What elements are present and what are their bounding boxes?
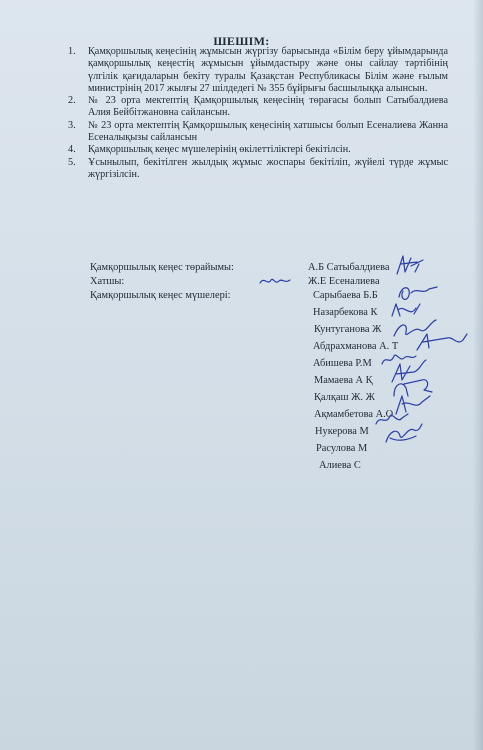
member-name: Нукерова М — [315, 426, 369, 437]
secretary-label: Хатшы: — [90, 276, 125, 287]
decision-text: Ұсынылып, бекітілген жылдық жұмыс жоспары бекітіліп, жүйелі түрде жұмыс жүргізілсін. — [88, 156, 448, 180]
decision-text: № 23 орта мектептің Қамқоршылық кеңесінің төрағасы болып Сатыбалдиева Алия Бейбітжановна сайлансын. — [88, 95, 448, 119]
chair-label: Қамқоршылық кеңес төрайымы: — [90, 262, 234, 273]
decision-number: 5. — [68, 156, 76, 168]
decision-text: Қамқоршылық кеңес мүшелерінің өкілеттіліктері бекітілсін. — [88, 144, 351, 156]
decision-text: № 23 орта мектептің Қамқоршылық кеңесінің хатшысы болып Есеналиева Жанна Есеналықызы сайлансын — [88, 119, 448, 144]
member-name: Кунтуганова Ж — [314, 324, 382, 335]
member-name: Расулова М — [316, 443, 368, 454]
member-name: Мамаева А Қ — [314, 375, 373, 386]
member-name: Сарыбаева Б.Б — [313, 290, 378, 301]
member-name: Алиева С — [319, 460, 361, 471]
document-title: ШЕШІМ: — [213, 34, 270, 48]
signature-secretary — [258, 274, 292, 288]
member-name: Абдрахманова А. Т — [313, 341, 399, 352]
members-label: Қамқоршылық кеңес мүшелері: — [90, 290, 231, 301]
signature-chair — [393, 250, 429, 284]
decision-number: 4. — [68, 144, 76, 156]
signature-member — [413, 328, 469, 356]
decision-text: Қамқоршылық кеңесінің жұмысын жүргізу барысында «Білім беру ұйымдарында қамқоршылық кеңестің жұмысын ұйымдастыру және оны сайлау тәртібінің үлгілік қағидаларын бекіту туралы Қазақстан Республикасы Білім және ғылым министрінің 2017 жылғы 27 шілдедегі № 355 бұйрығы басшылыққа алынсын. — [88, 46, 448, 94]
decision-number: 2. — [68, 95, 76, 107]
decision-number: 1. — [68, 46, 76, 57]
member-name: Назарбекова К — [313, 307, 378, 318]
chair-name: А.Б Сатыбалдиева — [308, 262, 390, 273]
member-name: Ақмамбетова А.О — [314, 409, 394, 420]
signature-member — [380, 420, 426, 448]
secretary-name: Ж.Е Есеналиева — [308, 276, 380, 287]
decision-number: 3. — [68, 119, 76, 131]
member-name: Абишева Р.М — [313, 358, 372, 369]
member-name: Қалқаш Ж. Ж — [314, 392, 375, 403]
